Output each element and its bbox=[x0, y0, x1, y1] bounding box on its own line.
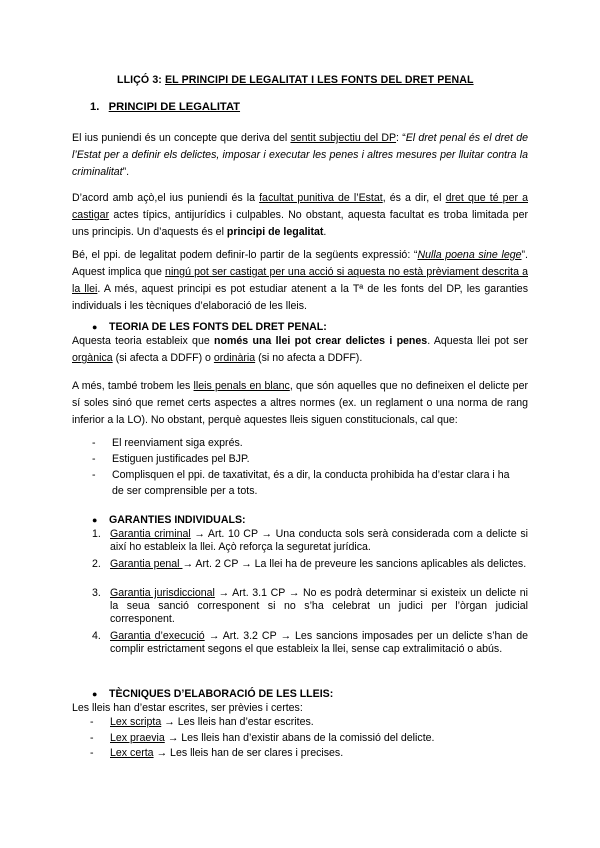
section-number: 1. bbox=[90, 101, 100, 113]
paragraph-teoria: Aquesta teoria estableix que només una llei pot crear delictes i penes. Aquesta llei pot ser orgànica (si afecta a DDFF) o ordinària (si no afecta a DDFF). bbox=[72, 335, 528, 364]
paragraph-lleis-escrites: Les lleis han d’estar escrites, ser prèvies i certes: bbox=[72, 702, 303, 714]
section-title: PRINCIPI DE LEGALITAT bbox=[108, 101, 241, 113]
list-item: - El reenviament siga exprés. bbox=[92, 437, 243, 449]
list-item: - Estiguen justificades pel BJP. bbox=[92, 453, 250, 465]
list-item: - Lex certa → Les lleis han de ser clares i precises. bbox=[90, 747, 344, 759]
title-prefix: LLIÇÓ 3: bbox=[117, 74, 165, 86]
page-title bbox=[117, 74, 474, 87]
heading-garanties: ● GARANTIES INDIVIDUALS: bbox=[92, 514, 246, 526]
paragraph-lleis-blanc: A més, també trobem les lleis penals en blanc, que són aquelles que no defineixen el delicte per sí soles sinó que remet certs aspectes a altres normes (ex. un reglament o una norma de rang inferior a la LO). No obstant, perquè aquestes lleis siguen constitucionals, cal que: bbox=[72, 380, 528, 426]
title-main: EL PRINCIPI DE LEGALITAT I LES FONTS DEL DRET PENAL bbox=[164, 74, 474, 86]
paragraph-nulla-poena: Bé, el ppi. de legalitat podem definir-lo partir de la següents expressió: “Nulla poena sine lege”. Aquest implica que ningú pot ser castigat per una acció si aquesta no està prèviament descrita a la llei. A més, aquest principi es pot estudiar atenent a la Tª de les fonts del DP, les garanties individuals i les tècniques d’elaboració de les lleis. bbox=[72, 249, 528, 312]
bullet-icon: ● bbox=[92, 689, 98, 699]
list-item: - Lex scripta → Les lleis han d’estar escrites. bbox=[90, 716, 314, 728]
garantia-item: 2. Garantia penal → Art. 2 CP → La llei ha de preveure les sancions aplicables als delictes. bbox=[92, 558, 527, 570]
section-heading-1 bbox=[90, 101, 240, 114]
garantia-item: 4. Garantia d’execució → Art. 3.2 CP → Les sancions imposades per un delicte s’han de complir estrictament segons el que estableix la llei, sense cap extralimitació o abús. bbox=[92, 630, 529, 655]
paragraph-facultat-punitiva: D’acord amb açò,el ius puniendi és la facultat punitiva de l’Estat, és a dir, el dret que té per a castigar actes típics, antijurídics i culpables. No obstant, aquesta facultat es troba limitada per uns principis. Un d’aquests és el principi de legalitat. bbox=[72, 192, 528, 238]
bullet-icon: ● bbox=[92, 322, 98, 332]
garantia-item: 3. Garantia jurisdiccional → Art. 3.1 CP → No es podrà determinar si existeix un delicte ni la seua sanció corresponent si no s’ha celebrat un judici per l’òrgan judicial corresponent. bbox=[92, 587, 528, 625]
heading-teoria-fonts: ● TEORIA DE LES FONTS DEL DRET PENAL: bbox=[92, 321, 327, 333]
bullet-icon: ● bbox=[92, 515, 98, 525]
list-item-continuation: de ser comprensible per a tots. bbox=[112, 485, 258, 497]
paragraph-ius-puniendi: El ius puniendi és un concepte que deriva del sentit subjectiu del DP: “El dret penal és el dret de l’Estat per a definir els delictes, imposar i executar les penes i altres mesures per lluitar contra la criminalitat”. bbox=[72, 132, 528, 178]
list-item: - Lex praevia → Les lleis han d’existir abans de la comissió del delicte. bbox=[90, 732, 435, 744]
garantia-item: 1. Garantia criminal → Art. 10 CP → Una conducta sols serà considerada com a delicte si així ho estableix la llei. Açò reforça la seguretat jurídica. bbox=[92, 528, 528, 553]
list-item: - Complisquen el ppi. de taxativitat, és a dir, la conducta prohibida ha d’estar clara i ha bbox=[92, 469, 510, 481]
heading-tecniques: ● TÈCNIQUES D’ELABORACIÓ DE LES LLEIS: bbox=[92, 688, 334, 700]
